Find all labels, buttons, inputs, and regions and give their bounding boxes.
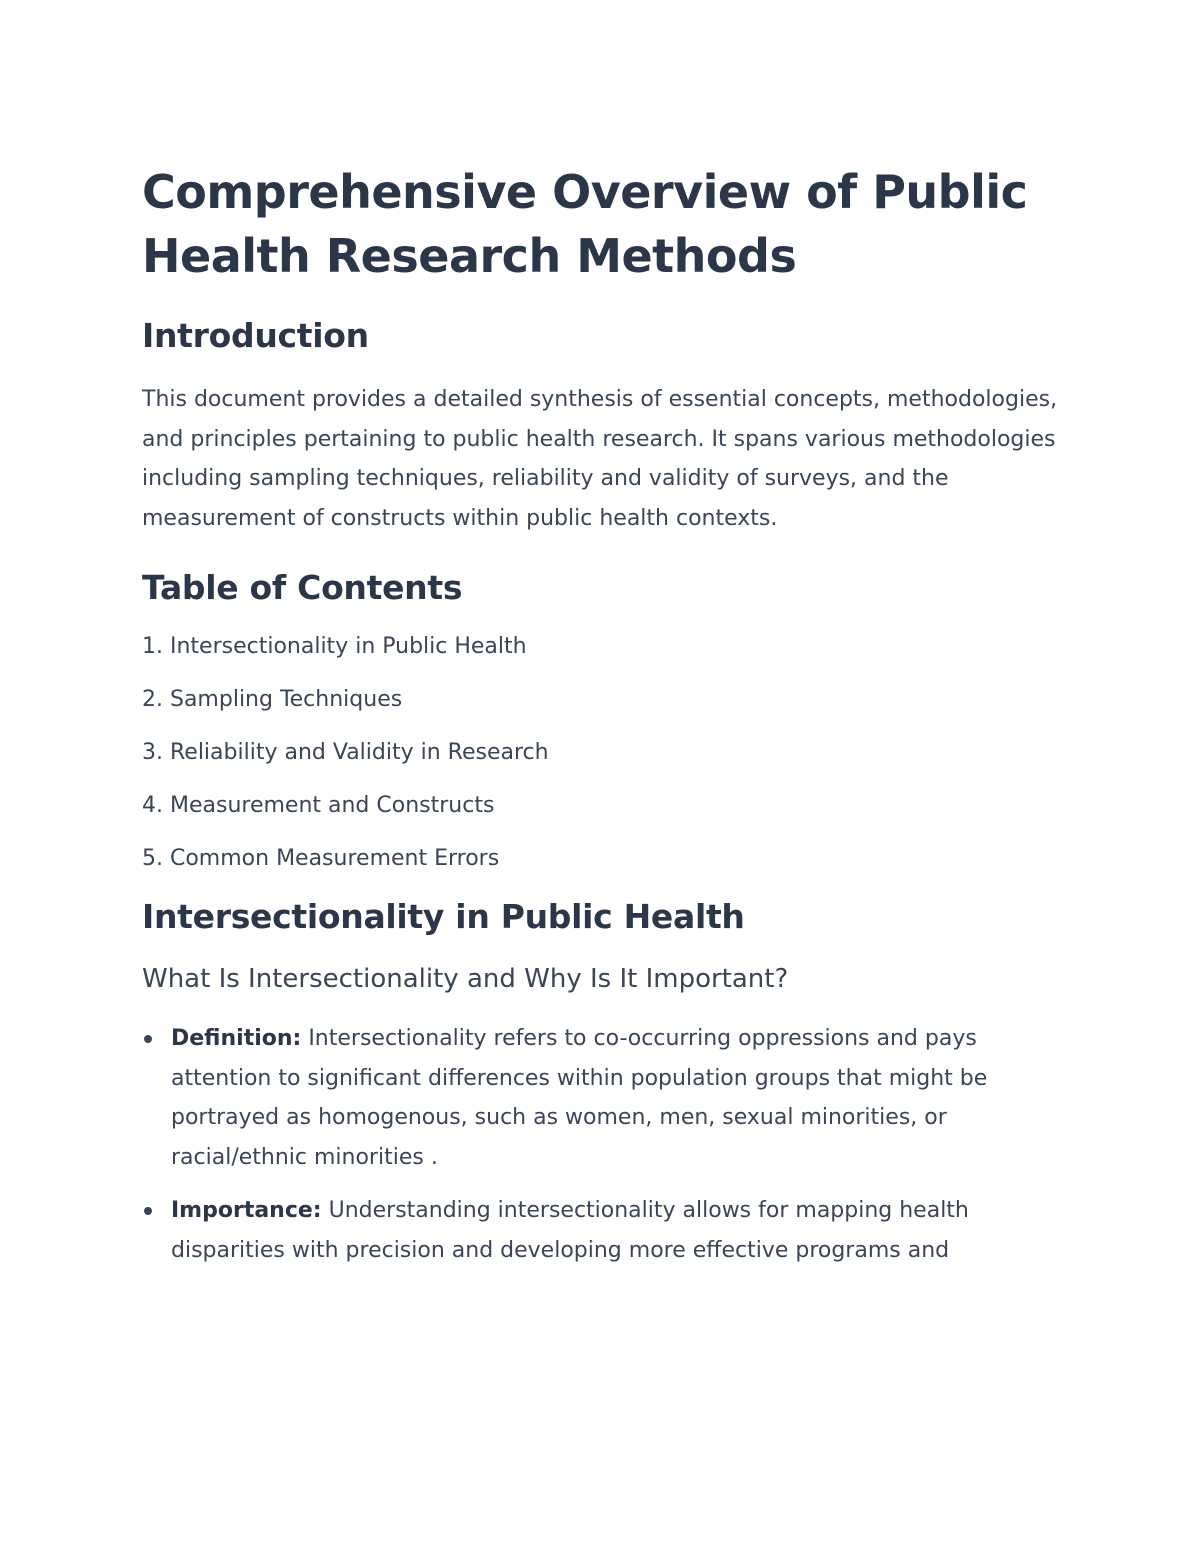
toc-heading: Table of Contents <box>142 568 463 607</box>
section-intersectionality-subheading: What Is Intersectionality and Why Is It Important? <box>142 964 789 994</box>
bullet-term: Importance: <box>171 1198 322 1223</box>
section-intersectionality-heading: Intersectionality in Public Health <box>142 897 745 936</box>
list-item <box>142 1019 1062 1177</box>
bullet-term: Definition: <box>171 1026 302 1051</box>
document-page <box>142 160 1062 1284</box>
bullet-text: Intersectionality refers to co-occurring oppressions and pays attention to significant differences within population groups that might be portrayed as homogenous, such as women, men, sexual minorities, or racial/ethnic minorities . <box>171 1026 988 1170</box>
toc-item-reliability[interactable]: 3. Reliability and Validity in Research <box>142 740 549 765</box>
list-item <box>142 1191 1062 1270</box>
toc-item-measurement[interactable]: 4. Measurement and Constructs <box>142 793 495 818</box>
bullet-icon <box>144 1207 152 1215</box>
bullet-text: Understanding intersectionality allows for mapping health disparities with precision and developing more effective programs and <box>171 1198 969 1263</box>
introduction-text: This document provides a detailed synthesis of essential concepts, methodologies, and principles pertaining to public health research. It spans various methodologies including sampling techniques, reliability and validity of surveys, and the measurement of constructs within public health contexts. <box>142 387 1058 531</box>
document-title: Comprehensive Overview of Public Health Research Methods <box>142 165 1028 283</box>
toc-item-sampling[interactable]: 2. Sampling Techniques <box>142 687 403 712</box>
intersectionality-bullets <box>142 1019 1062 1270</box>
toc-item-intersectionality[interactable]: 1. Intersectionality in Public Health <box>142 634 527 659</box>
toc-item-errors[interactable]: 5. Common Measurement Errors <box>142 846 500 871</box>
toc-list <box>142 630 1062 875</box>
bullet-icon <box>144 1035 152 1043</box>
introduction-heading: Introduction <box>142 316 369 355</box>
